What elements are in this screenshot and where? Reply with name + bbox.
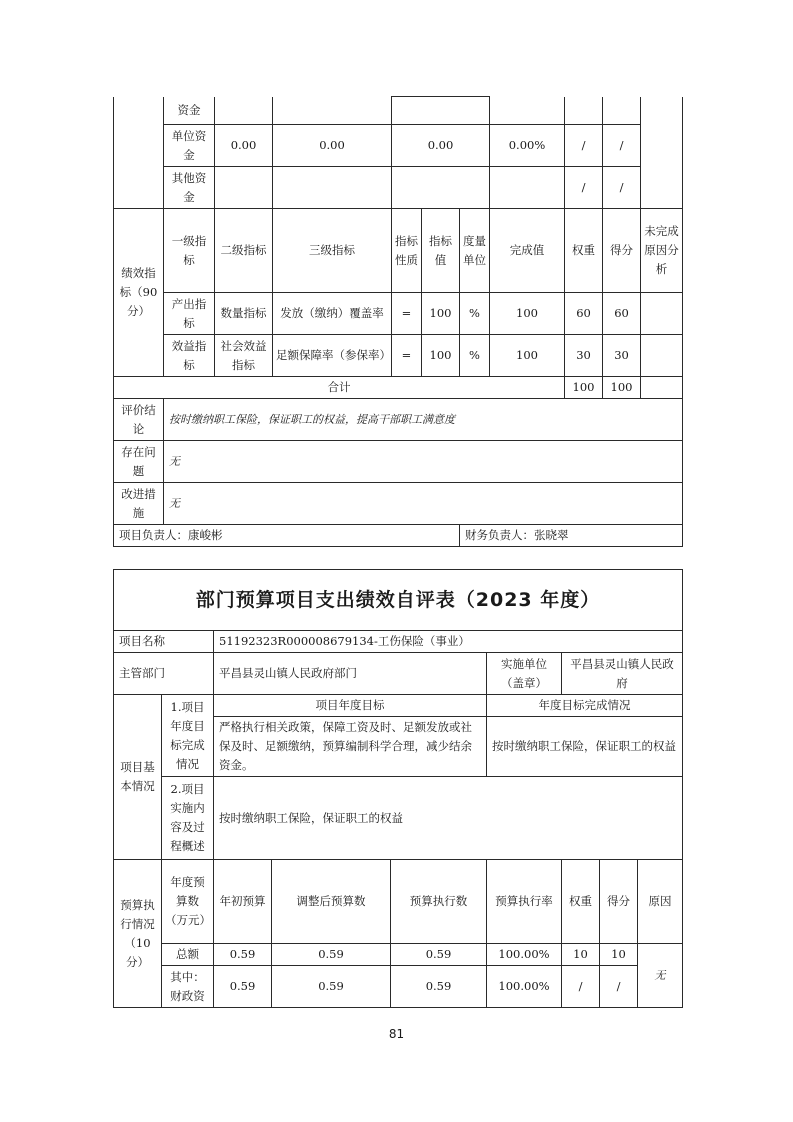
indicator-value: 100 xyxy=(422,335,460,377)
header-weight: 权重 xyxy=(562,860,600,944)
page-number: 81 xyxy=(388,1027,405,1041)
indicator-level1: 产出指标 xyxy=(164,293,215,335)
header-executed: 预算执行数 xyxy=(391,860,487,944)
indicator-weight: 60 xyxy=(565,293,603,335)
goal-done-header: 年度目标完成情况 xyxy=(487,695,683,717)
goal-header-row xyxy=(114,695,683,717)
signature-row xyxy=(114,525,683,547)
header-amount: 年度预算数（万元） xyxy=(162,860,214,944)
indicator-nature: = xyxy=(392,335,422,377)
fund-executed: 0.00 xyxy=(392,125,490,167)
impl-unit-value: 平昌县灵山镇人民政府 xyxy=(562,653,683,695)
fund-weight xyxy=(565,97,603,125)
fund-score: / xyxy=(603,125,641,167)
fund-adjusted-budget xyxy=(273,97,392,125)
budget-section-label: 预算执行情况（10分） xyxy=(114,860,162,1008)
header-nature: 指标性质 xyxy=(392,209,422,293)
header-start: 年初预算 xyxy=(214,860,272,944)
fund-weight: / xyxy=(565,167,603,209)
problems-text: 无 xyxy=(164,441,683,483)
impl-row xyxy=(114,777,683,859)
budget-start: 0.59 xyxy=(214,966,272,1008)
project-name-row xyxy=(114,631,683,653)
self-evaluation-table xyxy=(113,569,683,1008)
fund-start-budget xyxy=(215,167,273,209)
indicator-row xyxy=(114,293,683,335)
header-reason: 原因 xyxy=(638,860,683,944)
indicator-score: 30 xyxy=(603,335,641,377)
indicator-header-row xyxy=(114,209,683,293)
fund-adjusted-budget: 0.00 xyxy=(273,125,392,167)
indicator-achieved: 100 xyxy=(490,335,565,377)
fund-row xyxy=(114,97,683,125)
fund-weight: / xyxy=(565,125,603,167)
evaluation-row xyxy=(114,399,683,441)
indicator-level2: 社会效益指标 xyxy=(215,335,273,377)
indicator-unit: % xyxy=(460,335,490,377)
fund-executed xyxy=(392,167,490,209)
dept-label: 主管部门 xyxy=(114,653,214,695)
indicator-row xyxy=(114,335,683,377)
indicator-reason xyxy=(641,293,683,335)
goal-sub-label: 1.项目年度目标完成情况 xyxy=(162,695,214,777)
fund-label: 其他资金 xyxy=(164,167,215,209)
header-rate: 预算执行率 xyxy=(487,860,562,944)
budget-start: 0.59 xyxy=(214,944,272,966)
budget-executed: 0.59 xyxy=(391,966,487,1008)
impl-text: 按时缴纳职工保险，保证职工的权益 xyxy=(214,777,683,860)
indicator-unit: % xyxy=(460,293,490,335)
header-adjusted: 调整后预算数 xyxy=(272,860,391,944)
budget-score: 10 xyxy=(600,944,638,966)
indicator-level3: 足额保障率（参保率） xyxy=(273,335,392,377)
project-leader: 项目负责人：康峻彬 xyxy=(114,525,460,547)
budget-row xyxy=(114,944,683,966)
page-title: 部门预算项目支出绩效自评表（2023 年度） xyxy=(114,570,683,631)
project-name: 51192323R000008679134-工伤保险（事业） xyxy=(214,631,683,653)
budget-adjusted: 0.59 xyxy=(272,944,391,966)
budget-adjusted: 0.59 xyxy=(272,966,391,1008)
header-unit: 度量单位 xyxy=(460,209,490,293)
budget-weight: / xyxy=(562,966,600,1008)
budget-row-label: 总额 xyxy=(162,944,214,966)
fund-start-budget xyxy=(215,97,273,125)
header-reason: 未完成原因分析 xyxy=(641,209,683,293)
fund-score: / xyxy=(603,167,641,209)
budget-row xyxy=(114,966,683,1008)
indicator-value: 100 xyxy=(422,293,460,335)
problems-row xyxy=(114,441,683,483)
title-row xyxy=(114,570,683,631)
indicator-score: 60 xyxy=(603,293,641,335)
finance-leader: 财务负责人：张晓翠 xyxy=(460,525,683,547)
performance-table-continued xyxy=(113,96,683,547)
fund-rate xyxy=(490,167,565,209)
evaluation-label: 评价结论 xyxy=(114,399,164,441)
goal-text: 严格执行相关政策，保障工资及时、足额发放或社保及时、足额缴纳，预算编制科学合理，减少结余资金。 xyxy=(214,717,487,777)
budget-weight: 10 xyxy=(562,944,600,966)
budget-row-label: 其中：财政资 xyxy=(162,966,214,1008)
fund-score xyxy=(603,97,641,125)
goal-header: 项目年度目标 xyxy=(214,695,487,717)
department-row xyxy=(114,653,683,695)
evaluation-text: 按时缴纳职工保险，保证职工的权益，提高干部职工满意度 xyxy=(164,399,683,441)
header-value: 指标值 xyxy=(422,209,460,293)
budget-rate: 100.00% xyxy=(487,944,562,966)
header-score: 得分 xyxy=(600,860,638,944)
budget-reason: 无 xyxy=(638,944,683,1008)
impl-sub-label: 2.项目实施内容及过程概述 xyxy=(162,777,214,860)
budget-executed: 0.59 xyxy=(391,944,487,966)
problems-label: 存在问题 xyxy=(114,441,164,483)
header-achieved: 完成值 xyxy=(490,209,565,293)
dept-value: 平昌县灵山镇人民政府部门 xyxy=(214,653,487,695)
fund-adjusted-budget xyxy=(273,167,392,209)
fund-row xyxy=(114,125,683,167)
improvements-label: 改进措施 xyxy=(114,483,164,525)
budget-rate: 100.00% xyxy=(487,966,562,1008)
fund-section-label xyxy=(114,97,164,209)
total-label: 合计 xyxy=(114,377,565,399)
fund-start-budget: 0.00 xyxy=(215,125,273,167)
total-reason xyxy=(641,377,683,399)
budget-score: / xyxy=(600,966,638,1008)
indicator-level3: 发放（缴纳）覆盖率 xyxy=(273,293,392,335)
indicator-achieved: 100 xyxy=(490,293,565,335)
total-weight: 100 xyxy=(565,377,603,399)
fund-row xyxy=(114,167,683,209)
fund-label: 单位资金 xyxy=(164,125,215,167)
project-name-label: 项目名称 xyxy=(114,631,214,653)
header-level1: 一级指标 xyxy=(164,209,215,293)
header-level3: 三级指标 xyxy=(273,209,392,293)
indicator-reason xyxy=(641,335,683,377)
basic-info-label: 项目基本情况 xyxy=(114,695,162,860)
indicator-level1: 效益指标 xyxy=(164,335,215,377)
fund-reason xyxy=(641,97,683,209)
improvements-row xyxy=(114,483,683,525)
improvements-text: 无 xyxy=(164,483,683,525)
budget-header-row xyxy=(114,860,683,944)
fund-executed xyxy=(392,97,490,125)
header-score: 得分 xyxy=(603,209,641,293)
fund-rate: 0.00% xyxy=(490,125,565,167)
indicator-level2: 数量指标 xyxy=(215,293,273,335)
fund-rate xyxy=(490,97,565,125)
header-weight: 权重 xyxy=(565,209,603,293)
header-level2: 二级指标 xyxy=(215,209,273,293)
indicator-weight: 30 xyxy=(565,335,603,377)
impl-unit-label: 实施单位（盖章） xyxy=(487,653,562,695)
indicator-nature: = xyxy=(392,293,422,335)
indicator-section-label: 绩效指标（90分） xyxy=(114,209,164,377)
total-row xyxy=(114,377,683,399)
fund-label: 资金 xyxy=(164,97,215,125)
goal-done-text: 按时缴纳职工保险，保证职工的权益 xyxy=(487,717,683,777)
total-score: 100 xyxy=(603,377,641,399)
